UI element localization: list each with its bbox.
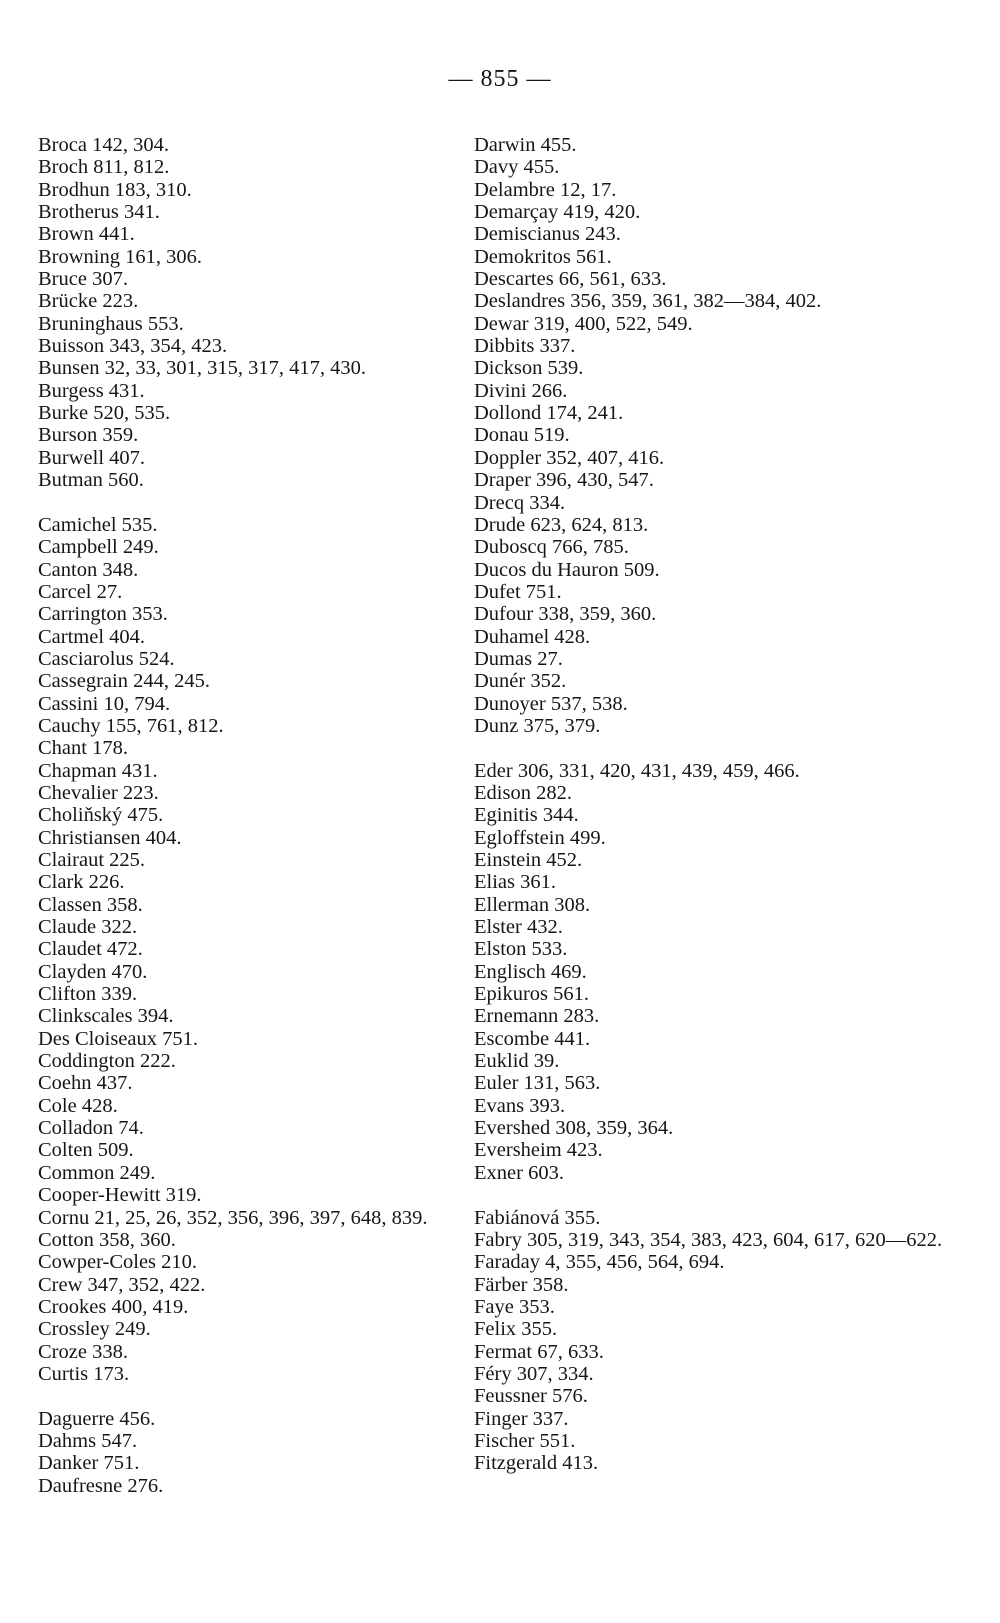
index-entry: Epikuros 561.: [474, 983, 590, 1006]
index-entry: Ernemann 283.: [474, 1005, 600, 1028]
index-entry: Elster 432.: [474, 916, 563, 939]
index-entry: Croze 338.: [38, 1340, 128, 1363]
index-entry: Christiansen 404.: [38, 826, 182, 849]
index-entry: Darwin 455.: [474, 134, 577, 156]
index-entry: Dewar 319, 400, 522, 549.: [474, 312, 693, 335]
index-entry: Euklid 39.: [474, 1050, 560, 1073]
index-entry: Broch 811, 812.: [38, 156, 170, 179]
index-entry: Claude 322.: [38, 916, 138, 939]
index-entry: Escombe 441.: [474, 1027, 591, 1050]
index-column-left: [38, 134, 458, 1497]
index-entry: Demiscianus 243.: [474, 223, 621, 246]
index-entry: Draper 396, 430, 547.: [474, 469, 654, 492]
index-entry: Curtis 173.: [38, 1362, 130, 1385]
index-entry: Dickson 539.: [474, 357, 584, 380]
index-entry: Daguerre 456.: [38, 1407, 156, 1430]
index-entry: Färber 358.: [474, 1273, 569, 1296]
index-entry: Feussner 576.: [474, 1385, 588, 1408]
index-entry: Clairaut 225.: [38, 849, 146, 871]
index-entry: Brotherus 341.: [38, 201, 160, 224]
index-entry: Bruce 307.: [38, 268, 128, 291]
index-entry: Burson 359.: [38, 424, 139, 447]
index-entry: Coddington 222.: [38, 1050, 176, 1073]
index-entry: Coehn 437.: [38, 1072, 133, 1095]
index-entry: Fischer 551.: [474, 1429, 576, 1452]
index-entry: Elston 533.: [474, 938, 568, 961]
index-entry: Dufet 751.: [474, 580, 562, 603]
index-entry: Egloffstein 499.: [474, 826, 606, 849]
index-entry: Cornu 21, 25, 26, 352, 356, 396, 397, 648, 839.: [38, 1206, 428, 1229]
index-entry: Eginitis 344.: [474, 804, 579, 827]
index-entry: Bruninghaus 553.: [38, 312, 184, 335]
index-entry: Campbell 249.: [38, 536, 159, 559]
index-entry: Casciarolus 524.: [38, 647, 175, 670]
index-entry: Brodhun 183, 310.: [38, 178, 192, 201]
index-entry: Bunsen 32, 33, 301, 315, 317, 417, 430.: [38, 357, 366, 380]
index-entry: Crew 347, 352, 422.: [38, 1273, 206, 1296]
index-entry: Buisson 343, 354, 423.: [38, 335, 228, 358]
index-entry: Evans 393.: [474, 1094, 566, 1117]
index-entry: Deslandres 356, 359, 361, 382—384, 402.: [474, 290, 822, 313]
index-entry: Dahms 547.: [38, 1429, 138, 1452]
index-entry: Descartes 66, 561, 633.: [474, 268, 667, 291]
index-entry: Chevalier 223.: [38, 781, 159, 804]
index-entry: Common 249.: [38, 1161, 156, 1184]
index-entry: Burke 520, 535.: [38, 402, 171, 425]
index-entry: Dufour 338, 359, 360.: [474, 603, 657, 626]
index-entry: Doppler 352, 407, 416.: [474, 446, 665, 469]
index-entry: Einstein 452.: [474, 849, 583, 871]
index-entry: Brown 441.: [38, 223, 135, 246]
index-entry: Carrington 353.: [38, 603, 168, 626]
index-entry: Cauchy 155, 761, 812.: [38, 714, 224, 737]
index-entry: Camichel 535.: [38, 513, 158, 536]
index-entry: Fabiánová 355.: [474, 1206, 601, 1229]
index-entry: Dollond 174, 241.: [474, 402, 624, 425]
index-entry: Drecq 334.: [474, 491, 566, 514]
index-entry: Cole 428.: [38, 1094, 118, 1117]
index-entry: Colten 509.: [38, 1139, 134, 1162]
index-entry: Exner 603.: [474, 1161, 564, 1184]
index-entry: Clayden 470.: [38, 960, 148, 983]
index-entry: Ducos du Hauron 509.: [474, 558, 660, 581]
index-entry: Cartmel 404.: [38, 625, 146, 648]
index-entry: Elias 361.: [474, 871, 556, 894]
index-entry: Faraday 4, 355, 456, 564, 694.: [474, 1251, 725, 1274]
index-entry: Evershed 308, 359, 364.: [474, 1117, 674, 1140]
index-entry: Finger 337.: [474, 1407, 569, 1430]
index-entry: Edison 282.: [474, 781, 572, 804]
index-entry: Eder 306, 331, 420, 431, 439, 459, 466.: [474, 759, 800, 782]
index-entry: Drude 623, 624, 813.: [474, 513, 649, 536]
index-entry: Browning 161, 306.: [38, 245, 202, 268]
index-entry: Des Cloiseaux 751.: [38, 1027, 198, 1050]
page-number: — 855 —: [448, 66, 552, 92]
index-entry: Delambre 12, 17.: [474, 178, 617, 201]
index-entry: Felix 355.: [474, 1318, 558, 1341]
index-entry: Divini 266.: [474, 379, 568, 402]
index-entry: Ellerman 308.: [474, 893, 591, 916]
index-entry: Broca 142, 304.: [38, 134, 169, 156]
index-entry: Cassegrain 244, 245.: [38, 670, 210, 693]
index-entry: Fabry 305, 319, 343, 354, 383, 423, 604, 617, 620—622.: [474, 1228, 943, 1251]
index-entry: Butman 560.: [38, 469, 144, 492]
index-entry: Cotton 358, 360.: [38, 1228, 176, 1251]
index-entry: Fermat 67, 633.: [474, 1340, 604, 1363]
index-entry: Burwell 407.: [38, 446, 146, 469]
index-entry: Clifton 339.: [38, 983, 138, 1006]
index-entry: Crossley 249.: [38, 1318, 151, 1341]
index-entry: Colladon 74.: [38, 1117, 144, 1140]
index-entry: Dunér 352.: [474, 670, 567, 693]
index-entry: Duboscq 766, 785.: [474, 536, 629, 559]
index-entry: Dibbits 337.: [474, 335, 576, 358]
index-entry: Classen 358.: [38, 893, 143, 916]
index-entry: Crookes 400, 419.: [38, 1295, 189, 1318]
index-entry: Dunoyer 537, 538.: [474, 692, 628, 715]
index-entry: Daufresne 276.: [38, 1474, 164, 1497]
index-entry: Burgess 431.: [38, 379, 145, 402]
index-entry: Clark 226.: [38, 871, 125, 894]
index-entry: Eversheim 423.: [474, 1139, 603, 1162]
index-entry: Cooper-Hewitt 319.: [38, 1184, 202, 1207]
index-entry: Euler 131, 563.: [474, 1072, 601, 1095]
index-entry: Choliňský 475.: [38, 804, 164, 827]
index-entry: Féry 307, 334.: [474, 1362, 594, 1385]
index-entry: Brücke 223.: [38, 290, 139, 313]
index-entry: Davy 455.: [474, 156, 560, 179]
index-entry: Faye 353.: [474, 1295, 555, 1318]
index-entry: Donau 519.: [474, 424, 570, 447]
index-entry: Cassini 10, 794.: [38, 692, 171, 715]
index-entry: Fitzgerald 413.: [474, 1452, 599, 1475]
index-entry: Demokritos 561.: [474, 245, 612, 268]
index-entry: Dunz 375, 379.: [474, 714, 601, 737]
index-entry: Clinkscales 394.: [38, 1005, 174, 1028]
index-entry: Englisch 469.: [474, 960, 587, 983]
index-entry: Danker 751.: [38, 1452, 140, 1475]
index-entry: Chapman 431.: [38, 759, 158, 782]
index-entry: Claudet 472.: [38, 938, 143, 961]
index-entry: Canton 348.: [38, 558, 139, 581]
index-entry: Duhamel 428.: [474, 625, 591, 648]
index-entry: Dumas 27.: [474, 647, 563, 670]
index-entry: Carcel 27.: [38, 580, 123, 603]
index-column-right: [474, 134, 974, 1475]
index-entry: Cowper-Coles 210.: [38, 1251, 198, 1274]
index-entry: Chant 178.: [38, 737, 128, 760]
index-entry: Demarçay 419, 420.: [474, 201, 641, 224]
